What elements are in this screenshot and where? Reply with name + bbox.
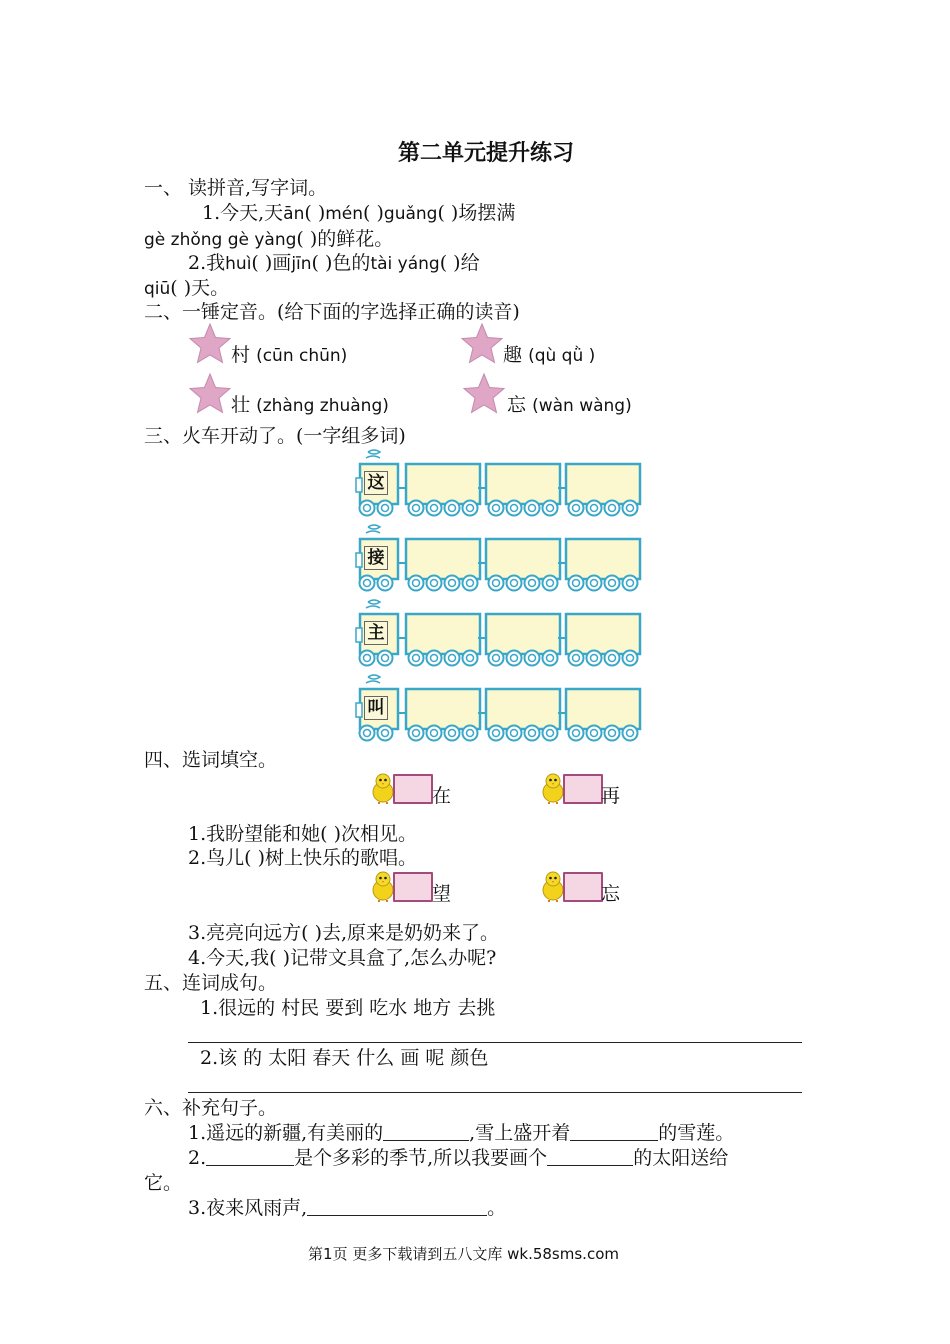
- section-6-heading: 六、补充句子。: [144, 1097, 278, 1119]
- answer-line[interactable]: [188, 1042, 802, 1043]
- fill-blank[interactable]: [547, 1147, 633, 1166]
- page-title: 第二单元提升练习: [398, 140, 575, 166]
- s1-l3-text: 给: [460, 252, 480, 274]
- s2-item-1: [231, 343, 347, 368]
- s1-l3-text: 2.我: [188, 252, 226, 274]
- s6-text: 。: [487, 1197, 507, 1219]
- s1-l3-text: 色的: [332, 252, 371, 274]
- fill-blank[interactable]: [383, 1122, 469, 1141]
- s2-options[interactable]: (zhàng zhuàng): [256, 396, 389, 416]
- s6-text: 是个多彩的季节,所以我要画个: [294, 1147, 548, 1169]
- engine-char: 主: [364, 621, 388, 645]
- pinyin: ān: [283, 204, 305, 224]
- s2-options[interactable]: (cūn chūn): [256, 346, 348, 366]
- answer-box[interactable]: [563, 872, 603, 902]
- s1-line2: [144, 227, 393, 252]
- footer-text: 第: [308, 1245, 324, 1263]
- s2-options[interactable]: (qù qǜ ): [528, 346, 596, 366]
- engine-char: 叫: [364, 696, 388, 720]
- answer-box[interactable]: [563, 774, 603, 804]
- page-footer: [308, 1243, 619, 1264]
- s2-char: 趣: [503, 344, 523, 366]
- page-number: 1: [323, 1245, 333, 1263]
- blank-paren[interactable]: ( ): [437, 202, 459, 224]
- blank-paren[interactable]: ( ): [439, 252, 461, 274]
- train-car-answer[interactable]: [406, 539, 480, 579]
- train-car-answer[interactable]: [566, 464, 640, 504]
- footer-link[interactable]: wk.58sms.com: [507, 1245, 619, 1263]
- pinyin: jīn: [291, 254, 312, 274]
- train-car-answer[interactable]: [486, 539, 560, 579]
- section-5-heading: 五、连词成句。: [144, 972, 278, 994]
- engine-char: 接: [364, 546, 388, 570]
- s6-q1: [188, 1121, 734, 1145]
- fill-blank[interactable]: [307, 1197, 487, 1216]
- s5-q2: 2.该 的 太阳 春天 什么 画 呢 颜色: [200, 1047, 489, 1069]
- train-car-answer[interactable]: [566, 539, 640, 579]
- s2-options[interactable]: (wàn wàng): [532, 396, 632, 416]
- s2-item-2: [503, 343, 595, 368]
- blank-paren[interactable]: ( ): [304, 202, 326, 224]
- option-word: 在: [432, 785, 452, 807]
- s1-line1: [202, 201, 515, 226]
- star-icon: [462, 372, 506, 416]
- pinyin: gè zhǒng gè yàng: [144, 230, 297, 250]
- section-2-heading: 二、一锤定音。(给下面的字选择正确的读音): [144, 301, 520, 323]
- s4-q4: 4.今天,我( )记带文具盒了,怎么办呢?: [188, 947, 497, 969]
- s6-q2-cont: 它。: [144, 1172, 183, 1194]
- blank-paren[interactable]: ( ): [251, 252, 273, 274]
- answer-line[interactable]: [188, 1092, 802, 1093]
- s1-l1-tail: 场摆满: [458, 202, 516, 224]
- s6-q3: [188, 1196, 506, 1220]
- section-3-heading: 三、火车开动了。(一字组多词): [144, 425, 406, 447]
- option-word: 望: [432, 883, 452, 905]
- s2-item-4: [507, 393, 632, 418]
- s6-text: 的太阳送给: [633, 1147, 729, 1169]
- footer-text: 页 更多下载请到五八文库: [332, 1245, 503, 1263]
- fill-blank[interactable]: [570, 1122, 658, 1141]
- section-1-heading: 一、 读拼音,写字词。: [144, 177, 328, 199]
- engine-char: 这: [364, 471, 388, 495]
- train-car-answer[interactable]: [406, 464, 480, 504]
- s6-text: 的雪莲。: [658, 1122, 735, 1144]
- train-car-answer[interactable]: [406, 614, 480, 654]
- train-car-answer[interactable]: [486, 614, 560, 654]
- s6-text: 3.夜来风雨声,: [188, 1197, 308, 1219]
- pinyin: qiū: [144, 279, 171, 299]
- option-word: 再: [601, 785, 621, 807]
- s1-line3: [188, 251, 480, 276]
- train-car-answer[interactable]: [486, 464, 560, 504]
- train-car-answer[interactable]: [566, 614, 640, 654]
- s1-l2-tail: 的鲜花。: [317, 228, 394, 250]
- s1-l4-tail: 天。: [191, 277, 230, 299]
- pinyin: huì: [225, 254, 252, 274]
- s6-text: ,雪上盛开着: [469, 1122, 571, 1144]
- s2-char: 村: [231, 344, 251, 366]
- pinyin: guǎng: [383, 204, 438, 224]
- blank-paren[interactable]: ( ): [296, 228, 318, 250]
- s1-line4: [144, 276, 229, 301]
- s4-q2: 2.鸟儿( )树上快乐的歌唱。: [188, 847, 417, 869]
- train-car-answer[interactable]: [566, 689, 640, 729]
- s1-l3-text: 画: [272, 252, 292, 274]
- s1-l1-text: 1.今天,天: [202, 202, 284, 224]
- pinyin: mén: [325, 204, 364, 224]
- s6-text: 2.: [188, 1147, 207, 1169]
- train-car-answer[interactable]: [406, 689, 480, 729]
- s2-char: 忘: [507, 394, 527, 416]
- star-icon: [460, 322, 504, 366]
- s2-char: 壮: [231, 394, 251, 416]
- star-icon: [188, 372, 232, 416]
- s5-q1: 1.很远的 村民 要到 吃水 地方 去挑: [200, 997, 496, 1019]
- blank-paren[interactable]: ( ): [311, 252, 333, 274]
- s6-text: 1.遥远的新疆,有美丽的: [188, 1122, 384, 1144]
- star-icon: [188, 322, 232, 366]
- blank-paren[interactable]: ( ): [170, 277, 192, 299]
- answer-box[interactable]: [393, 774, 433, 804]
- section-4-heading: 四、选词填空。: [144, 749, 278, 771]
- pinyin: tài yáng: [370, 254, 440, 274]
- blank-paren[interactable]: ( ): [363, 202, 384, 224]
- answer-box[interactable]: [393, 872, 433, 902]
- s6-q2: [188, 1146, 728, 1170]
- fill-blank[interactable]: [206, 1147, 294, 1166]
- s2-item-3: [231, 393, 389, 418]
- option-word: 忘: [601, 883, 621, 905]
- s4-q1: 1.我盼望能和她( )次相见。: [188, 823, 417, 845]
- s4-q3: 3.亮亮向远方( )去,原来是奶奶来了。: [188, 922, 500, 944]
- train-car-answer[interactable]: [486, 689, 560, 729]
